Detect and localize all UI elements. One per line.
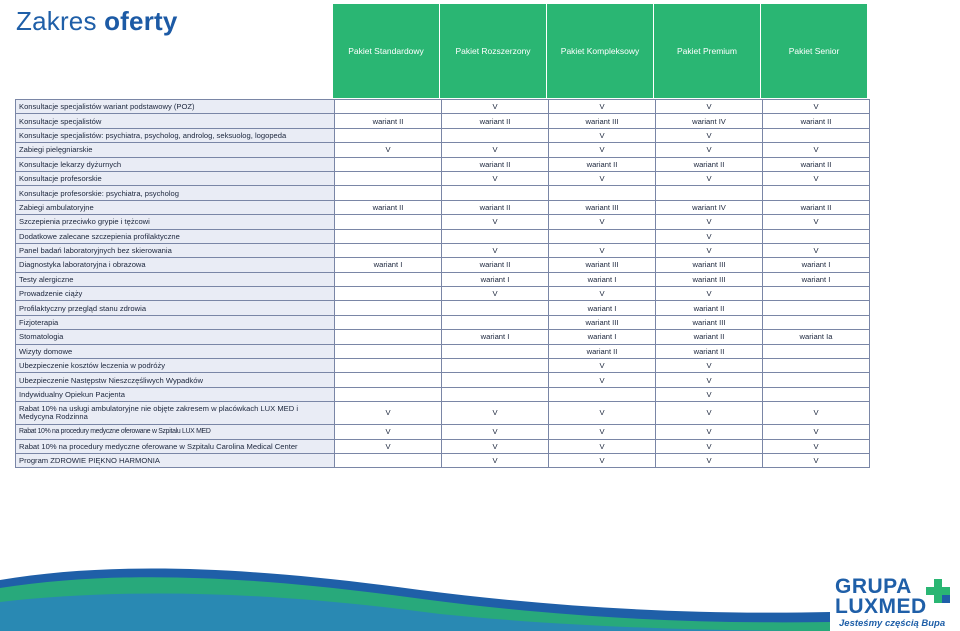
cell-value: V [763,425,870,439]
cell-value: V [656,229,763,243]
cell-value: wariant I [763,258,870,272]
cell-value: V [442,439,549,453]
cell-value [442,373,549,387]
row-label: Dodatkowe zalecane szczepienia profilaktyczne [16,229,335,243]
row-label: Indywidualny Opiekun Pacjenta [16,387,335,401]
cell-value: wariant III [656,272,763,286]
table-row [16,453,870,467]
table-row [16,200,870,214]
table-row [16,128,870,142]
package-header-standard [333,4,439,98]
cell-value: V [335,143,442,157]
cell-value: wariant I [549,330,656,344]
cell-value: V [763,100,870,114]
cell-value: V [442,171,549,185]
cell-value: V [656,215,763,229]
package-header-senior [761,4,867,98]
package-header-extended [440,4,546,98]
cell-value: V [763,402,870,425]
cell-value: wariant II [656,344,763,358]
cell-value [335,301,442,315]
cell-value [442,301,549,315]
cell-value: wariant II [442,157,549,171]
package-name: Pakiet Senior [788,46,840,56]
cell-value: V [656,402,763,425]
cell-value: wariant III [549,200,656,214]
row-label: Diagnostyka laboratoryjna i obrazowa [16,258,335,272]
cell-value [335,315,442,329]
cell-value: V [656,171,763,185]
cell-value: wariant II [442,200,549,214]
table-row [16,229,870,243]
cell-value: V [763,453,870,467]
cell-value [763,301,870,315]
row-label: Konsultacje specjalistów: psychiatra, psycholog, androlog, seksuolog, logopeda [16,128,335,142]
cell-value: V [763,439,870,453]
cell-value: V [335,425,442,439]
cell-value [763,344,870,358]
decorative-wave [0,560,830,631]
cell-value: V [549,100,656,114]
package-header-comprehensive [547,4,653,98]
cell-value: wariant IV [656,114,763,128]
cell-value [335,344,442,358]
cell-value: V [549,439,656,453]
cell-value [763,229,870,243]
cell-value [442,128,549,142]
cell-value [442,359,549,373]
cell-value: V [549,128,656,142]
cell-value: wariant II [656,157,763,171]
cell-value [442,186,549,200]
page-title [16,6,178,37]
cell-value [335,287,442,301]
row-label: Konsultacje lekarzy dyżurnych [16,157,335,171]
cell-value: V [656,439,763,453]
table-row [16,215,870,229]
cell-value: V [763,243,870,257]
cell-value: wariant I [763,272,870,286]
row-label: Rabat 10% na procedury medyczne oferowane w Szpitalu Carolina Medical Center [16,439,335,453]
cell-value [335,373,442,387]
cell-value: V [442,143,549,157]
cell-value: V [335,439,442,453]
cell-value [335,272,442,286]
table-row [16,287,870,301]
row-label: Zabiegi pielęgniarskie [16,143,335,157]
cell-value: wariant III [656,315,763,329]
cell-value [442,344,549,358]
row-label: Panel badań laboratoryjnych bez skierowania [16,243,335,257]
cell-value: wariant II [442,258,549,272]
cell-value [763,373,870,387]
cell-value: wariant I [442,330,549,344]
cell-value: wariant II [335,200,442,214]
cell-value [335,330,442,344]
cell-value: V [442,215,549,229]
cell-value: V [549,287,656,301]
cell-value: V [442,100,549,114]
cell-value: V [549,402,656,425]
cell-value: V [656,243,763,257]
cell-value [549,387,656,401]
package-name: Pakiet Standardowy [348,46,424,56]
cell-value [335,100,442,114]
cell-value: wariant III [549,114,656,128]
cell-value [549,186,656,200]
cell-value: V [656,143,763,157]
row-label: Program ZDROWIE PIĘKNO HARMONIA [16,453,335,467]
cell-value: wariant Ia [763,330,870,344]
table-row [16,439,870,453]
row-label: Fizjoterapia [16,315,335,329]
row-label: Stomatologia [16,330,335,344]
cell-value: wariant I [549,301,656,315]
table-row [16,114,870,128]
row-label: Wizyty domowe [16,344,335,358]
cell-value: V [549,453,656,467]
cell-value: V [656,359,763,373]
page-title-bold: oferty [104,6,178,36]
cell-value [656,186,763,200]
cell-value [335,128,442,142]
cell-value: wariant II [656,330,763,344]
cell-value: V [763,143,870,157]
package-name: Pakiet Premium [677,46,737,56]
table-row [16,301,870,315]
cell-value [335,387,442,401]
cell-value: wariant IV [656,200,763,214]
cell-value [763,315,870,329]
cell-value: V [656,373,763,387]
table-row [16,258,870,272]
cell-value: wariant II [549,157,656,171]
cell-value [763,287,870,301]
cell-value: wariant II [656,301,763,315]
table-row [16,402,870,425]
cell-value: V [763,215,870,229]
cell-value: wariant III [549,258,656,272]
cell-value: wariant II [549,344,656,358]
row-label: Konsultacje profesorskie: psychiatra, psycholog [16,186,335,200]
cell-value: wariant II [763,157,870,171]
cell-value: V [549,171,656,185]
cell-value [442,315,549,329]
cell-value: wariant I [549,272,656,286]
cell-value: wariant I [442,272,549,286]
cell-value: V [656,128,763,142]
cell-value: V [549,215,656,229]
table-row [16,359,870,373]
cell-value: wariant II [442,114,549,128]
row-label: Konsultacje specjalistów wariant podstawowy (POZ) [16,100,335,114]
table-row [16,373,870,387]
cell-value [763,359,870,373]
cell-value: wariant III [656,258,763,272]
row-label: Zabiegi ambulatoryjne [16,200,335,214]
row-label: Ubezpieczenie Następstw Nieszczęśliwych Wypadków [16,373,335,387]
table-row [16,186,870,200]
logo-text-luxmed: LUXMED [835,595,927,618]
package-header-row [333,4,868,98]
table-row [16,157,870,171]
cell-value [335,453,442,467]
cell-value [549,229,656,243]
table-row [16,344,870,358]
package-header-premium [654,4,760,98]
cell-value [335,243,442,257]
cell-value: V [442,287,549,301]
logo-tagline: Jesteśmy częścią Bupa [839,618,946,629]
cell-value [763,186,870,200]
table-row [16,100,870,114]
cell-value [335,171,442,185]
table-row [16,272,870,286]
cell-value: V [656,100,763,114]
row-label: Konsultacje specjalistów [16,114,335,128]
row-label: Ubezpieczenie kosztów leczenia w podróży [16,359,335,373]
cell-value: V [656,387,763,401]
cell-value: V [442,402,549,425]
cell-value [335,229,442,243]
offer-table-body [16,100,870,468]
cell-value: V [442,425,549,439]
cell-value: wariant III [549,315,656,329]
cell-value [442,387,549,401]
cell-value [335,359,442,373]
cell-value: V [549,425,656,439]
cell-value [335,157,442,171]
cell-value: V [549,143,656,157]
cell-value: wariant II [763,114,870,128]
table-row [16,171,870,185]
page-title-plain: Zakres [16,6,105,36]
cell-value: wariant I [335,258,442,272]
cell-value [763,387,870,401]
table-row [16,243,870,257]
row-label: Rabat 10% na procedury medyczne oferowane w Szpitalu LUX MED [16,425,335,439]
package-name: Pakiet Kompleksowy [560,46,640,56]
row-label: Szczepienia przeciwko grypie i tężcowi [16,215,335,229]
cell-value: wariant II [335,114,442,128]
package-name: Pakiet Rozszerzony [455,46,531,56]
cell-value: V [442,453,549,467]
logo-cross-icon [925,577,951,607]
cell-value: V [656,453,763,467]
cell-value [763,128,870,142]
cell-value: wariant II [763,200,870,214]
cell-value: V [656,287,763,301]
logo-text-grupa: GRUPA [835,575,912,598]
offer-table [15,99,870,468]
cell-value: V [549,359,656,373]
cell-value: V [763,171,870,185]
table-row [16,425,870,439]
cell-value [442,229,549,243]
cell-value [335,215,442,229]
cell-value: V [549,373,656,387]
row-label: Profilaktyczny przegląd stanu zdrowia [16,301,335,315]
table-row [16,387,870,401]
cell-value [335,186,442,200]
luxmed-logo [835,575,955,630]
row-label: Konsultacje profesorskie [16,171,335,185]
table-row [16,315,870,329]
row-label: Testy alergiczne [16,272,335,286]
table-row [16,143,870,157]
row-label: Rabat 10% na usługi ambulatoryjne nie objęte zakresem w placówkach LUX MED i Medycyna Rodzinna [16,402,335,425]
row-label: Prowadzenie ciąży [16,287,335,301]
table-row [16,330,870,344]
cell-value: V [442,243,549,257]
cell-value: V [549,243,656,257]
cell-value: V [335,402,442,425]
cell-value: V [656,425,763,439]
